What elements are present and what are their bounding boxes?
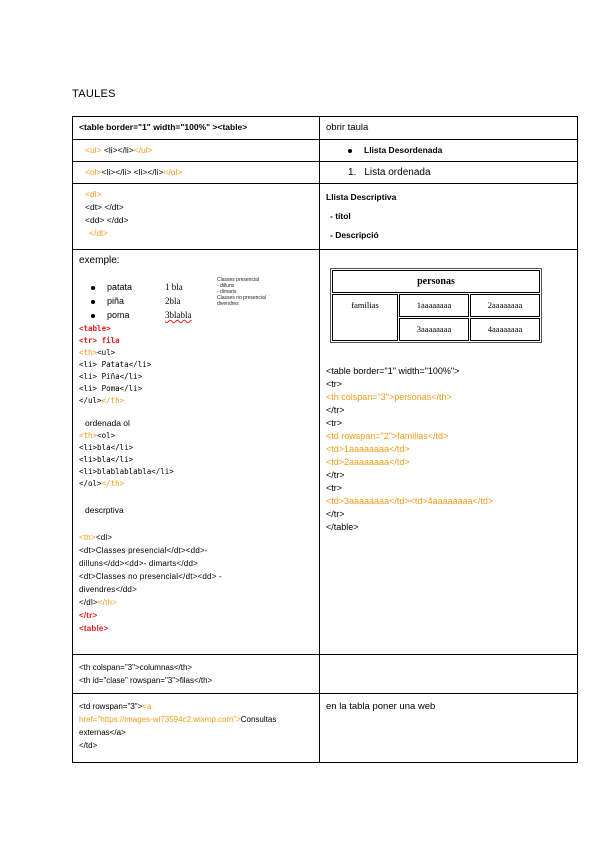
table-row: [73, 250, 578, 655]
bullet-icon: [91, 314, 95, 318]
list-item-label: poma: [107, 310, 130, 320]
code-tag: <ol>: [85, 167, 102, 177]
code-block: [79, 430, 313, 490]
table-cell: obrir taula: [320, 117, 578, 140]
table-cell: [320, 655, 578, 694]
code-line: <th colspan="3">columnas</th>: [79, 663, 193, 672]
code-tag: <li> Piña</li>: [79, 372, 143, 381]
table-header-cell: personas: [332, 270, 540, 293]
description-preview: [217, 277, 266, 307]
code-block: [79, 323, 313, 407]
list-item-label: piña: [107, 296, 125, 306]
code-tag: <li>blablablabla</li>: [79, 467, 174, 476]
code-line: [79, 442, 313, 454]
code-line: [79, 371, 313, 383]
code-tag: <td>2aaaaaaaa</td>: [326, 457, 410, 467]
preview-line: - dimarts: [217, 289, 237, 295]
code-tag: <th>: [79, 533, 96, 542]
list-item: - títol: [330, 211, 351, 221]
code-line: [326, 391, 571, 404]
code-tag: <dt>Classes no presencial</dt><dd> -: [79, 572, 222, 581]
code-tag: </table>: [326, 522, 359, 532]
code-tag: <a: [142, 702, 152, 711]
code-line: [79, 609, 313, 622]
code-tag: <table>: [79, 624, 109, 633]
code-line: [79, 713, 313, 726]
table-cell: [73, 655, 320, 694]
table-row: [73, 184, 578, 250]
code-line: [326, 404, 571, 417]
code-tag: <ul>: [85, 145, 102, 155]
code-line: [79, 622, 313, 635]
table-cell: familias: [332, 294, 398, 341]
code-tag: <th>: [79, 431, 98, 440]
list-item: 1 bla: [165, 282, 183, 292]
code-tag: </ol>: [163, 167, 183, 177]
table-cell: [320, 250, 578, 655]
code-line: [79, 454, 313, 466]
table-row: [332, 294, 540, 317]
code-tag: </ul>: [133, 145, 153, 155]
code-line: [79, 531, 313, 544]
table-cell: 2aaaaaaaa: [470, 294, 540, 317]
table-row: [73, 117, 578, 140]
list-item: - Descripció: [330, 230, 379, 240]
table-row: [73, 162, 578, 184]
code-tag: <td rowspan="3">: [79, 702, 143, 711]
code-line: [79, 430, 313, 442]
code-tag: <th>: [79, 348, 98, 357]
list-item-label: patata: [107, 282, 133, 292]
code-tag: </th>: [97, 598, 118, 607]
code-line: [79, 395, 313, 407]
table-cell: <table border="1" width="100%" ><table>: [73, 117, 320, 140]
list-item: [91, 281, 132, 294]
code-line: [79, 335, 313, 347]
table-row: [332, 270, 540, 293]
code-line: [326, 508, 571, 521]
table-row: [73, 655, 578, 694]
code-tag: <li></li> <li></li>: [101, 167, 164, 177]
table-cell: [73, 184, 320, 250]
code-line: <dt> </dt>: [85, 202, 124, 212]
code-tag: <td>1aaaaaaaa</td>: [326, 444, 410, 454]
code-tag: Consultas: [240, 715, 277, 724]
code-line: [326, 378, 571, 391]
code-tag: </tr>: [79, 611, 98, 620]
list-item: [91, 295, 124, 308]
table-row: [73, 694, 578, 763]
code-line: [79, 544, 313, 557]
table-cell: en la tabla poner una web: [320, 694, 578, 763]
code-tag: </tr>: [326, 470, 345, 480]
list-item: 2bla: [165, 296, 181, 306]
code-line: <th id="clase" rowspan="3">filas</th>: [79, 676, 213, 685]
code-tag: <tr>: [326, 418, 343, 428]
code-line: [326, 482, 571, 495]
section-label: descrptiva: [85, 505, 124, 515]
code-tag: <th colspan="3">personas</th>: [326, 392, 452, 402]
code-tag: <li> Patata</li>: [79, 360, 152, 369]
code-line: [326, 456, 571, 469]
example-render: [79, 275, 313, 319]
code-line: [326, 443, 571, 456]
code-tag: <li> Poma</li>: [79, 384, 143, 393]
code-tag: </th>: [101, 479, 125, 488]
code-tag: <tr>: [326, 379, 343, 389]
code-line: [79, 478, 313, 490]
code-tag: <tr>: [326, 483, 343, 493]
code-line: [326, 417, 571, 430]
list-label: Lista ordenada: [364, 167, 431, 178]
code-line: [326, 430, 571, 443]
code-line: [326, 495, 571, 508]
table-cell: [73, 694, 320, 763]
code-line: [79, 700, 313, 713]
table-cell: [73, 250, 320, 655]
code-line: [326, 469, 571, 482]
preview-line: - dilluns: [217, 283, 235, 289]
code-tag: <tr> fila: [79, 336, 120, 345]
preview-line: divendres: [217, 301, 239, 307]
code-line: externas</a>: [79, 728, 126, 737]
code-tag: <table border="1" width="100%">: [326, 366, 460, 376]
table-row: [73, 140, 578, 162]
table-cell: [320, 140, 578, 162]
code-tag: </tr>: [326, 509, 345, 519]
code-line: <dl>: [85, 189, 102, 199]
code-block: [326, 365, 571, 534]
notes-table: [72, 116, 578, 763]
code-tag: <ul>: [97, 348, 116, 357]
example-table: [330, 268, 542, 343]
code-tag: </dl>: [79, 598, 98, 607]
code-tag: </th>: [101, 396, 125, 405]
code-line: [79, 347, 313, 359]
code-tag: <td>3aaaaaaaa</td><td>4aaaaaaaa</td>: [326, 496, 494, 506]
code-line: [79, 583, 313, 596]
code-tag: <dl>: [95, 533, 113, 542]
code-line: [79, 596, 313, 609]
code-line: [326, 521, 571, 534]
preview-line: Classes presencial: [217, 277, 259, 283]
code-tag: </tr>: [326, 405, 345, 415]
code-line: [79, 570, 313, 583]
list-number: 1.: [348, 167, 357, 178]
list-item: [91, 309, 130, 322]
code-tag: <table>: [79, 324, 111, 333]
code-line: </td>: [79, 741, 98, 750]
code-line: </dl>: [89, 228, 108, 238]
code-tag: divendres</dd>: [79, 585, 137, 594]
code-tag: <li>bla</li>: [79, 455, 134, 464]
example-heading: exemple:: [79, 255, 120, 266]
code-tag: <ol>: [97, 431, 116, 440]
page-title: TAULES: [72, 88, 116, 100]
table-cell: [320, 162, 578, 184]
table-cell: [73, 162, 320, 184]
table-cell: 1aaaaaaaa: [399, 294, 469, 317]
code-line: <dd> </dd>: [85, 215, 129, 225]
code-tag: </ol>: [79, 479, 102, 488]
code-tag: <li></li>: [101, 145, 134, 155]
code-tag: <td rowspan="2">familias</td>: [326, 431, 449, 441]
code-line: [79, 557, 313, 570]
code-line: [79, 359, 313, 371]
section-label: ordenada ol: [85, 418, 130, 428]
code-line: [79, 383, 313, 395]
code-block: [79, 531, 313, 635]
bullet-icon: [348, 149, 352, 153]
table-cell: [320, 184, 578, 250]
code-line: [79, 466, 313, 478]
list-item: 3blabla: [165, 310, 192, 320]
bullet-icon: [91, 286, 95, 290]
code-tag: </ul>: [79, 396, 102, 405]
list-label: Llista Desordenada: [364, 145, 443, 155]
table-cell: [73, 140, 320, 162]
table-cell: 3aaaaaaaa: [399, 318, 469, 341]
table-cell: 4aaaaaaaa: [470, 318, 540, 341]
code-tag: dilluns</dd><dd>- dimarts</dd>: [79, 559, 198, 568]
bullet-icon: [91, 300, 95, 304]
code-line: [326, 365, 571, 378]
code-tag: <li>bla</li>: [79, 443, 134, 452]
code-line: [79, 323, 313, 335]
preview-line: Classes no presencial: [217, 295, 266, 301]
code-link: href="https://images-wi73594c2.wixmp.com">: [79, 715, 241, 724]
list-title: Llista Descriptiva: [326, 192, 397, 202]
code-tag: <dt>Classes presencial</dt><dd>-: [79, 546, 208, 555]
